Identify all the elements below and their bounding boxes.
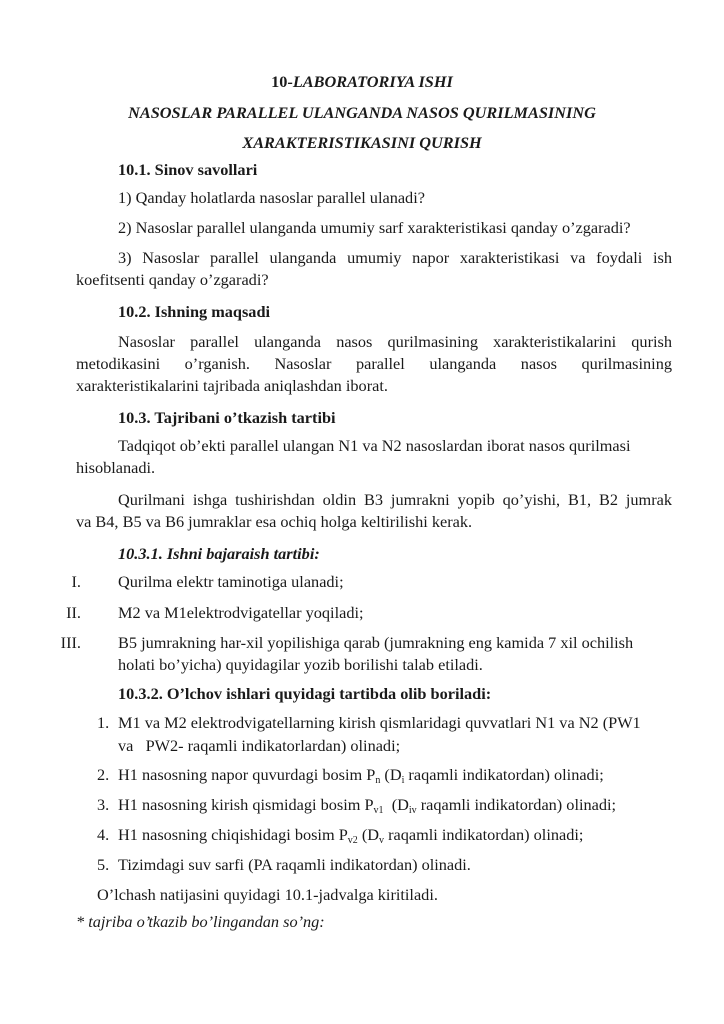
- list-item: [118, 825, 583, 845]
- subscript: v2: [347, 835, 358, 846]
- list-item-cont: holati bo’yicha) quyidagilar yozib borilishi talab etiladi.: [118, 655, 483, 674]
- subscript: v: [379, 835, 385, 846]
- list-item: M2 va M1elektrodvigatellar yoqiladi;: [118, 603, 364, 622]
- list-item: B5 jumrakning har-xil yopilishiga qarab (jumrakning eng kamida 7 xil ochilish: [118, 633, 634, 652]
- list-item: M1 va M2 elektrodvigatellarning kirish qismlaridagi quvvatlari N1 va N2 (PW1: [118, 713, 641, 732]
- subscript: n: [375, 775, 381, 786]
- list-marker: 4.: [97, 825, 110, 844]
- subscript: v1: [373, 805, 384, 816]
- closing-text: O’lchash natijasini quyidagi 10.1-jadvalga kiritiladi.: [97, 885, 438, 904]
- item-text: raqamli indikatordan) olinadi;: [416, 795, 617, 814]
- doc-title-line1: NASOSLAR PARALLEL ULANGANDA NASOS QURILMASINING: [128, 103, 596, 122]
- section-heading-10-3-1: 10.3.1. Ishni bajaraish tartibi:: [118, 544, 320, 563]
- lab-label: LABORATORIYA ISHI: [292, 72, 453, 91]
- list-marker: 2.: [97, 765, 110, 784]
- section-heading-10-2: 10.2. Ishning maqsadi: [118, 302, 271, 321]
- footnote: * tajriba o’tkazib bo’lingandan so’ng:: [76, 912, 325, 931]
- doc-title-line2: XARAKTERISTIKASINI QURISH: [242, 133, 482, 152]
- list-marker: I.: [71, 572, 81, 591]
- question-1: 1) Qanday holatlarda nasoslar parallel ulanadi?: [118, 188, 425, 207]
- section-heading-10-3-2: 10.3.2. O’lchov ishlari quyidagi tartibda olib boriladi:: [118, 684, 492, 703]
- list-marker: 1.: [97, 713, 110, 732]
- procedure-p2-line-1: Qurilmani ishga tushirishdan oldin B3 jumrakni yopib qo’yishi, B1, B2 jumrak: [118, 490, 672, 509]
- procedure-p1-line-2: hisoblanadi.: [76, 458, 156, 477]
- list-item: Qurilma elektr taminotiga ulanadi;: [118, 572, 344, 591]
- item-text: (D: [380, 765, 402, 784]
- lab-title: [0, 72, 724, 92]
- item-text: H1 nasosning kirish qismidagi bosim P: [118, 795, 374, 814]
- subscript: iv: [408, 805, 417, 816]
- section-heading-10-1: 10.1. Sinov savollari: [118, 160, 258, 179]
- list-marker: 5.: [97, 855, 110, 874]
- item-text: H1 nasosning chiqishidagi bosim P: [118, 825, 348, 844]
- list-item-cont: va PW2- raqamli indikatorlardan) olinadi;: [118, 736, 401, 755]
- procedure-p2-line-2: va B4, B5 va B6 jumraklar esa ochiq holga keltirilishi kerak.: [76, 512, 473, 531]
- purpose-line-3: xarakteristikalarini tajribada aniqlashdan iborat.: [76, 376, 388, 395]
- purpose-line-2: metodikasini o’rganish. Nasoslar parallel ulanganda nasos qurilmasining: [76, 354, 672, 373]
- procedure-p1-line-1: Tadqiqot ob’ekti parallel ulangan N1 va N2 nasoslardan iborat nasos qurilmasi: [118, 436, 631, 455]
- list-marker: 3.: [97, 795, 110, 814]
- section-heading-10-3: 10.3. Tajribani o’tkazish tartibi: [118, 408, 336, 427]
- list-item: [118, 795, 616, 815]
- question-2: 2) Nasoslar parallel ulanganda umumiy sarf xarakteristikasi qanday o’zgaradi?: [118, 218, 631, 237]
- list-item: [118, 765, 604, 785]
- subscript: i: [401, 775, 405, 786]
- item-text: (D: [357, 825, 380, 844]
- list-marker: II.: [66, 603, 81, 622]
- list-marker: III.: [60, 633, 81, 652]
- question-3: 3) Nasoslar parallel ulanganda umumiy napor xarakteristikasi va foydali ish: [118, 248, 672, 267]
- question-3-cont: koefitsenti qanday o’zgaradi?: [76, 270, 269, 289]
- lab-number: 10-: [271, 72, 293, 91]
- item-text: raqamli indikatordan) olinadi;: [384, 825, 584, 844]
- item-text: raqamli indikatordan) olinadi;: [404, 765, 604, 784]
- item-text: (D: [383, 795, 409, 814]
- purpose-line-1: Nasoslar parallel ulanganda nasos qurilmasining xarakteristikalarini qurish: [118, 332, 672, 351]
- list-item: Tizimdagi suv sarfi (PA raqamli indikatordan) olinadi.: [118, 855, 471, 874]
- item-text: H1 nasosning napor quvurdagi bosim P: [118, 765, 376, 784]
